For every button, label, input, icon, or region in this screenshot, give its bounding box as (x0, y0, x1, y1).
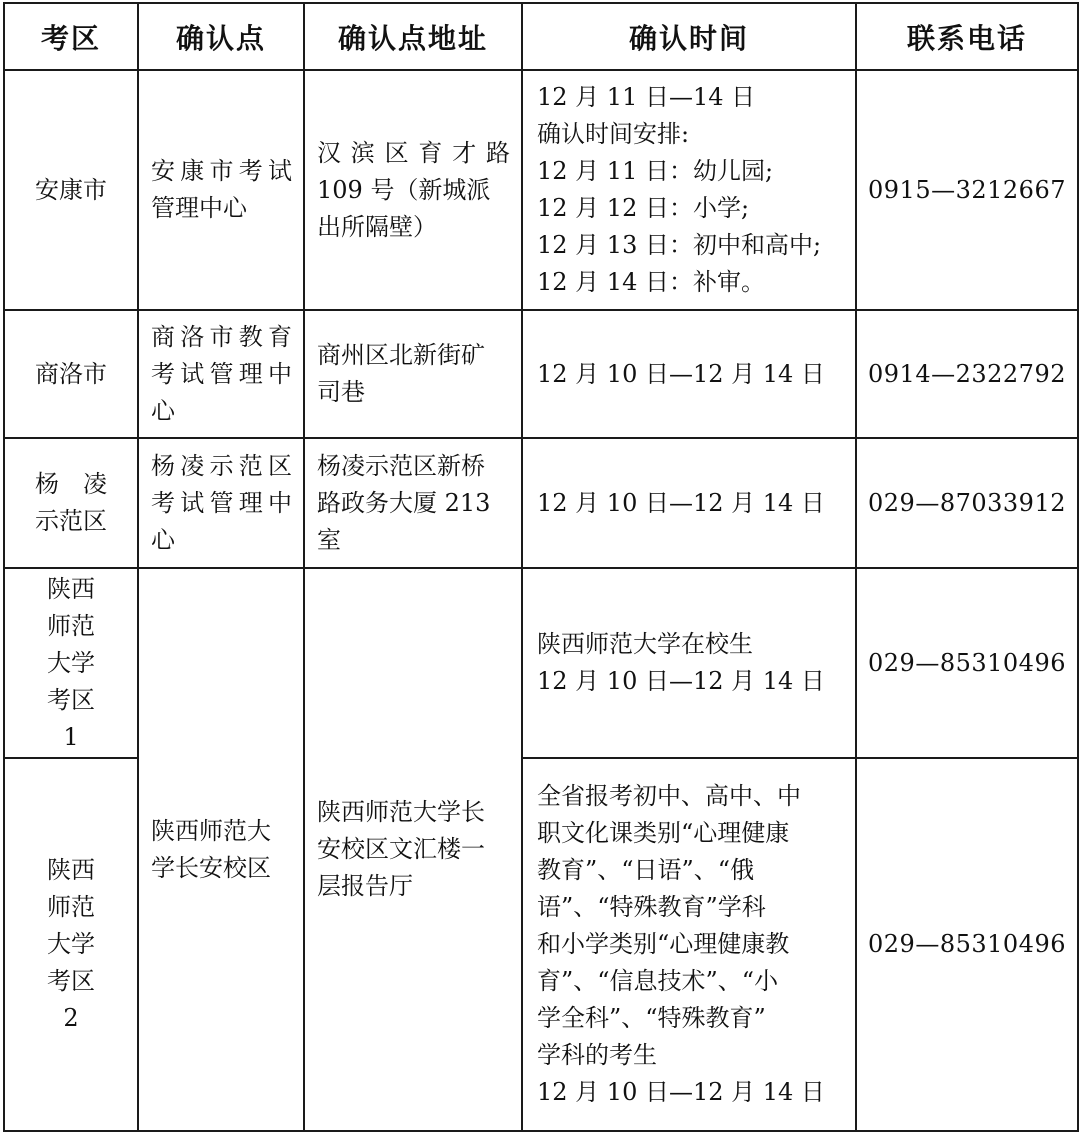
cell-region: 陕西 师范 大学 考区 2 (4, 758, 138, 1131)
table-row (4, 310, 1078, 438)
cell-region: 商洛市 (4, 310, 138, 438)
cell-region: 杨 凌 示范区 (4, 438, 138, 568)
cell-time: 陕西师范大学在校生 12 月 10 日—12 月 14 日 (522, 568, 856, 758)
header-phone: 联系电话 (856, 3, 1078, 70)
table-row (4, 438, 1078, 568)
cell-region: 安康市 (4, 70, 138, 310)
header-point: 确认点 (138, 3, 304, 70)
table-row (4, 568, 1078, 758)
header-address: 确认点地址 (304, 3, 522, 70)
cell-phone: 0915—3212667 (856, 70, 1078, 310)
header-region: 考区 (4, 3, 138, 70)
cell-point: 陕西师范大 学长安校区 (138, 568, 304, 1131)
cell-phone: 0914—2322792 (856, 310, 1078, 438)
cell-time: 12 月 11 日—14 日 确认时间安排: 12 月 11 日：幼儿园; 12 月 12 日：小学; 12 月 13 日：初中和高中; 12 月 14 日：补审。 (522, 70, 856, 310)
cell-point: 商洛市教育 考试管理中 心 (138, 310, 304, 438)
cell-time: 12 月 10 日—12 月 14 日 (522, 438, 856, 568)
header-time: 确认时间 (522, 3, 856, 70)
cell-time: 全省报考初中、高中、中 职文化课类别“心理健康 教育”、“日语”、“俄 语”、“特殊教育”学科 和小学类别“心理健康教 育”、“信息技术”、“小 学全科”、“特殊教育” 学科的考生 12 月 10 日—12 月 14 日 (522, 758, 856, 1131)
cell-point: 安康市考试 管理中心 (138, 70, 304, 310)
cell-phone: 029—85310496 (856, 568, 1078, 758)
cell-address: 汉滨区育才路 109 号（新城派 出所隔壁） (304, 70, 522, 310)
cell-phone: 029—85310496 (856, 758, 1078, 1131)
table-row (4, 70, 1078, 310)
cell-address: 商州区北新街矿 司巷 (304, 310, 522, 438)
cell-address: 杨凌示范区新桥 路政务大厦 213 室 (304, 438, 522, 568)
confirmation-table (3, 2, 1079, 1132)
cell-address: 陕西师范大学长 安校区文汇楼一 层报告厅 (304, 568, 522, 1131)
cell-time: 12 月 10 日—12 月 14 日 (522, 310, 856, 438)
cell-phone: 029—87033912 (856, 438, 1078, 568)
cell-region: 陕西 师范 大学 考区 1 (4, 568, 138, 758)
header-row (4, 3, 1078, 70)
cell-point: 杨凌示范区 考试管理中 心 (138, 438, 304, 568)
